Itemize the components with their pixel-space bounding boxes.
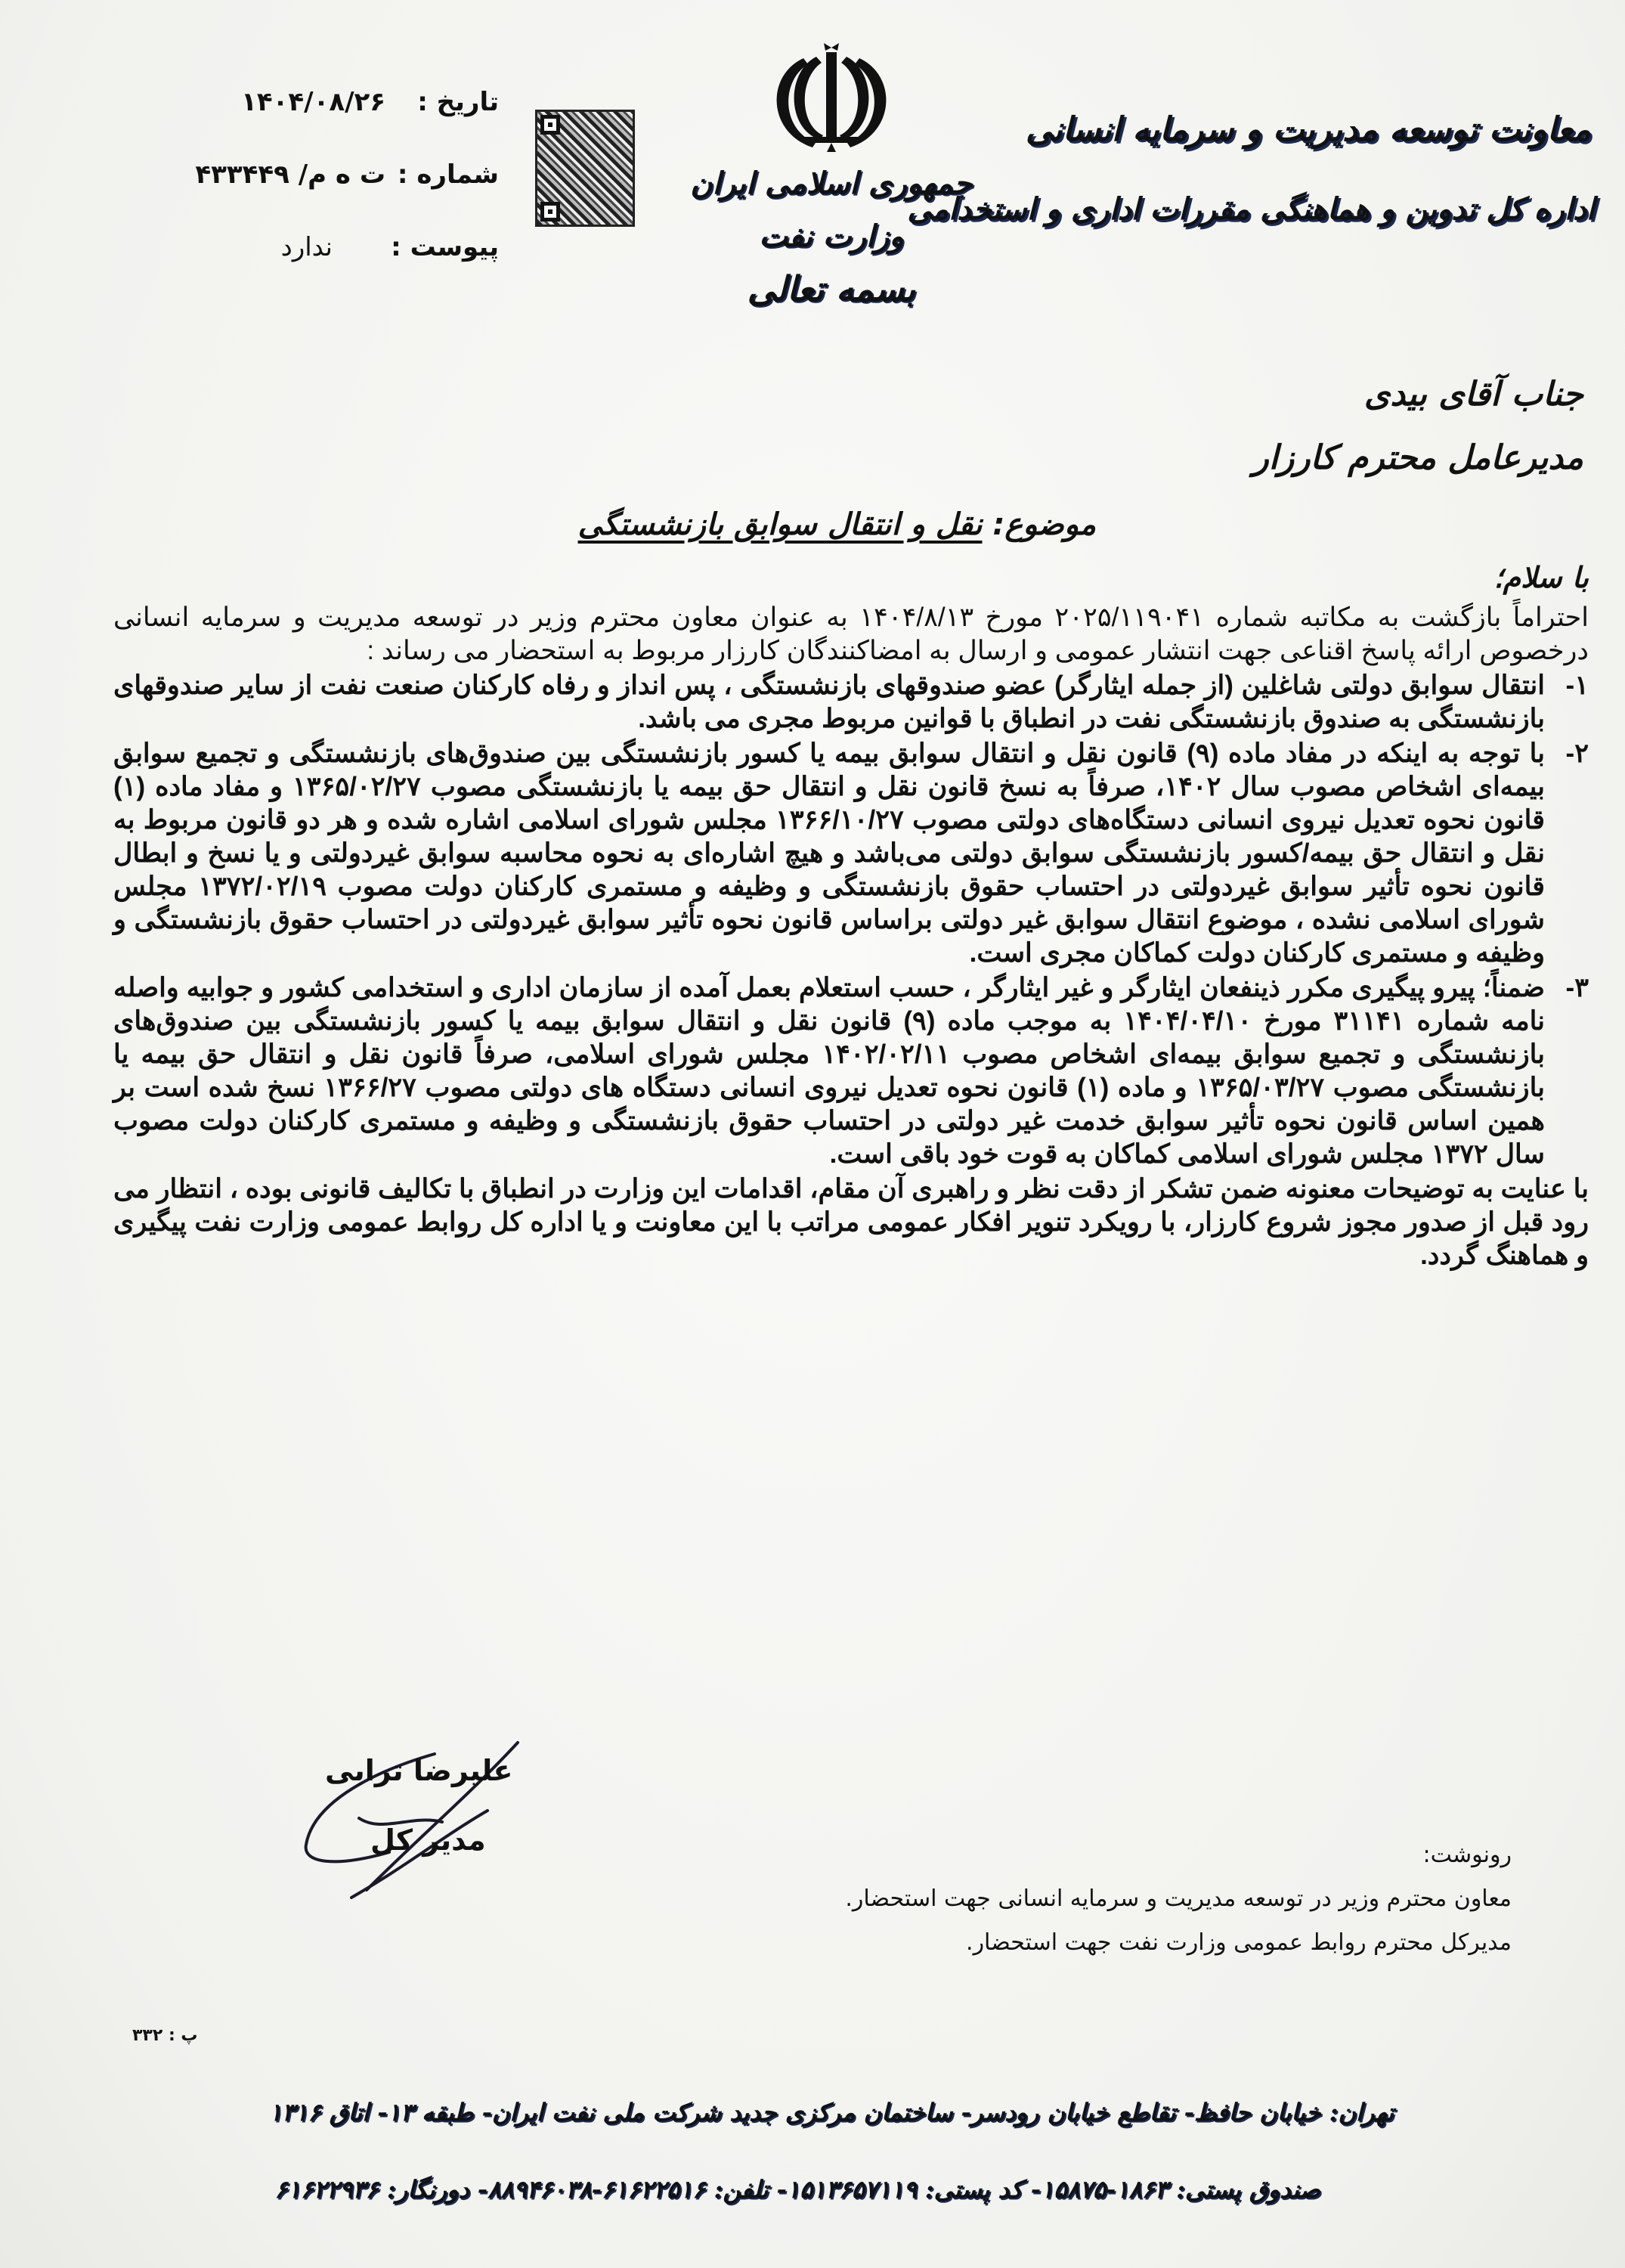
signatory-name: علیرضا ترابی	[325, 1754, 513, 1787]
signatory-title: مدیر کل	[370, 1823, 486, 1857]
emblem-country: جمهوری اسلامی ایران	[690, 166, 973, 201]
cc-recipient: مدیرکل محترم روابط عمومی وزارت نفت جهت استحضار.	[966, 1929, 1512, 1956]
addressee-name: جناب آقای بیدی	[1363, 375, 1583, 414]
body-item	[113, 971, 1589, 1171]
cc-recipient: معاون محترم وزیر در توسعه مدیریت و سرمایه انسانی جهت استحضار.	[845, 1885, 1512, 1912]
date-value: ۱۴۰۴/۰۸/۲۶	[241, 87, 385, 117]
letter-meta	[195, 87, 499, 305]
number-row	[195, 160, 499, 232]
body-item	[113, 669, 1589, 736]
qr-finder	[540, 115, 560, 135]
qr-code	[535, 110, 635, 227]
body-intro: احتراماً بازگشت به مکاتبه شماره ۲۰۲۵/۱۱۹۰۴۱ مورخ ۱۴۰۴/۸/۱۳ به عنوان معاون محترم وزیر در توسعه مدیریت و سرمایه انسانی درخصوص ارائه پاسخ اقناعی جهت انتشار عمومی و ارسال به امضاکنندگان کارزار مربوط به استحضار می رساند :	[113, 603, 1589, 665]
form-code: پ : ۳۳۲	[132, 2026, 198, 2045]
attachment-label: پیوست :	[391, 232, 499, 262]
body-closing: با عنایت به توضیحات معنونه ضمن تشکر از دقت نظر و راهبری آن مقام، اقدامات این وزارت در انطباق با تکالیف قانونی بوده ، انتظار می رود قبل از صدور مجوز شروع کارزار، با رویکرد تنویر افکار عمومی مراتب با این معاونت و یا اداره کل روابط عمومی وزارت نفت پیگیری و هماهنگ گردد.	[113, 1174, 1589, 1270]
footer-address: تهران: خیابان حافظ- تقاطع خیابان رودسر- ساختمان مرکزی جدید شرکت ملی نفت ایران- طبقه ۱۳- اتاق ۱۳۱۶	[268, 2098, 1394, 2127]
addressee-title: مدیرعامل محترم کارزار	[1252, 438, 1583, 477]
date-row	[219, 87, 499, 160]
item-text: با توجه به اینکه در مفاد ماده (۹) قانون نقل و انتقال سوابق بیمه یا کسور بازنشستگی بین صندوق‌های بازنشستگی و تجمیع سوابق بیمه‌ای اشخاص مصوب سال ۱۴۰۲، صرفاً به نسخ قانون نقل و انتقال حق بیمه یا بازنشستگی مصوب ۱۳۶۵/۰۲/۲۷ و مفاد ماده (۱) قانون نحوه تعدیل نیروی انسانی دستگاه‌های دولتی مصوب ۱۳۶۶/۱۰/۲۷ مجلس شورای اسلامی اشاره شده و هر دو قانون مربوط به نقل و انتقال حق بیمه/کسور بازنشستگی سوابق دولتی می‌باشد و هیچ اشاره‌ای به نحوه محاسبه سوابق غیردولتی و یا نسخ و ابطال قانون نحوه تأثیر سوابق غیردولتی در احتساب حقوق بازنشستگی و وظیفه و مستمری کارکنان دولت مصوب ۱۳۷۲/۰۲/۱۹ مجلس شورای اسلامی نشده ، موضوع انتقال سوابق غیر دولتی براساس قانون نحوه تأثیر سوابق غیردولتی در احتساب حقوق بازنشستگی و وظیفه و مستمری کارکنان دولت کماکان مجری است.	[113, 739, 1545, 968]
org-deputy: معاونت توسعه مدیریت و سرمایه انسانی	[1025, 110, 1591, 149]
attachment-row	[219, 232, 499, 305]
attachment-value: ندارد	[280, 232, 333, 262]
body-item	[113, 737, 1589, 970]
date-label: تاریخ :	[417, 87, 499, 117]
emblem-ministry: وزارت نفت	[759, 218, 904, 254]
iran-emblem-icon	[744, 42, 918, 155]
subject-line	[578, 505, 1096, 544]
footer-contact: صندوق پستی: ۱۸۶۳-۱۵۸۷۵- کد پستی: ۱۵۱۳۶۵۷۱۱۹- تلفن: ۶۱۶۲۲۵۱۶-۸۸۹۴۶۰۳۸- دورنگار: ۶۱۶۲۲۹۳۶	[274, 2175, 1320, 2204]
item-text: انتقال سوابق دولتی شاغلین (از جمله ایثارگر) عضو صندوقهای بازنشستگی ، پس انداز و رفاه کارکنان صنعت نفت از سایر صندوقهای بازنشستگی به صندوق بازنشستگی نفت در انطباق با قوانین مربوط مجری می باشد.	[113, 671, 1545, 733]
number-label: شماره :	[397, 160, 499, 190]
item-number: ۱-	[1565, 671, 1589, 700]
greeting: با سلام؛	[1493, 561, 1589, 594]
qr-finder	[540, 202, 560, 222]
org-department: اداره کل تدوین و هماهنگی مقررات اداری و استخدامی	[907, 191, 1595, 227]
item-number: ۳-	[1565, 973, 1589, 1002]
addressee	[1253, 363, 1583, 490]
item-text: ضمناً؛ پیرو پیگیری مکرر ذینفعان ایثارگر و غیر ایثارگر ، حسب استعلام بعمل آمده از سازمان اداری و استخدامی کشور و جوابیه واصله نامه شماره ۳۱۱۴۱ مورخ ۱۴۰۴/۰۴/۱۰ به موجب ماده (۹) قانون نقل و انتقال سوابق بیمه یا کسور بازنشستگی بین صندوق‌های بازنشستگی و تجمیع سوابق بیمه‌ای اشخاص مصوب ۱۴۰۲/۰۲/۱۱ مجلس شورای اسلامی، صرفاً قانون نقل و انتقال حق بیمه یا بازنشستگی مصوب ۱۳۶۵/۰۳/۲۷ و ماده (۱) قانون نحوه تعدیل نیروی انسانی دستگاه های دولتی مصوب ۱۳۶۶/۲۷ نسخ شده است بر همین اساس قانون نحوه تأثیر سوابق خدمت غیر دولتی در احتساب حقوق بازنشستگی و وظیفه و مستمری کارکنان دولت مصوب سال ۱۳۷۲ مجلس شورای اسلامی کماکان به قوت خود باقی است.	[113, 973, 1545, 1169]
cc-block	[605, 1833, 1512, 1965]
cc-title: رونوشت:	[1422, 1842, 1512, 1868]
emblem-invocation: بسمه تعالی	[747, 268, 916, 309]
subject-value: نقل و انتقال سوابق بازنشستگی	[577, 507, 983, 542]
item-number: ۲-	[1565, 739, 1589, 768]
letter-body	[113, 601, 1589, 1272]
subject-label: موضوع:	[992, 507, 1096, 542]
number-value: ت ه م/ ۴۳۳۴۴۹	[195, 160, 385, 190]
